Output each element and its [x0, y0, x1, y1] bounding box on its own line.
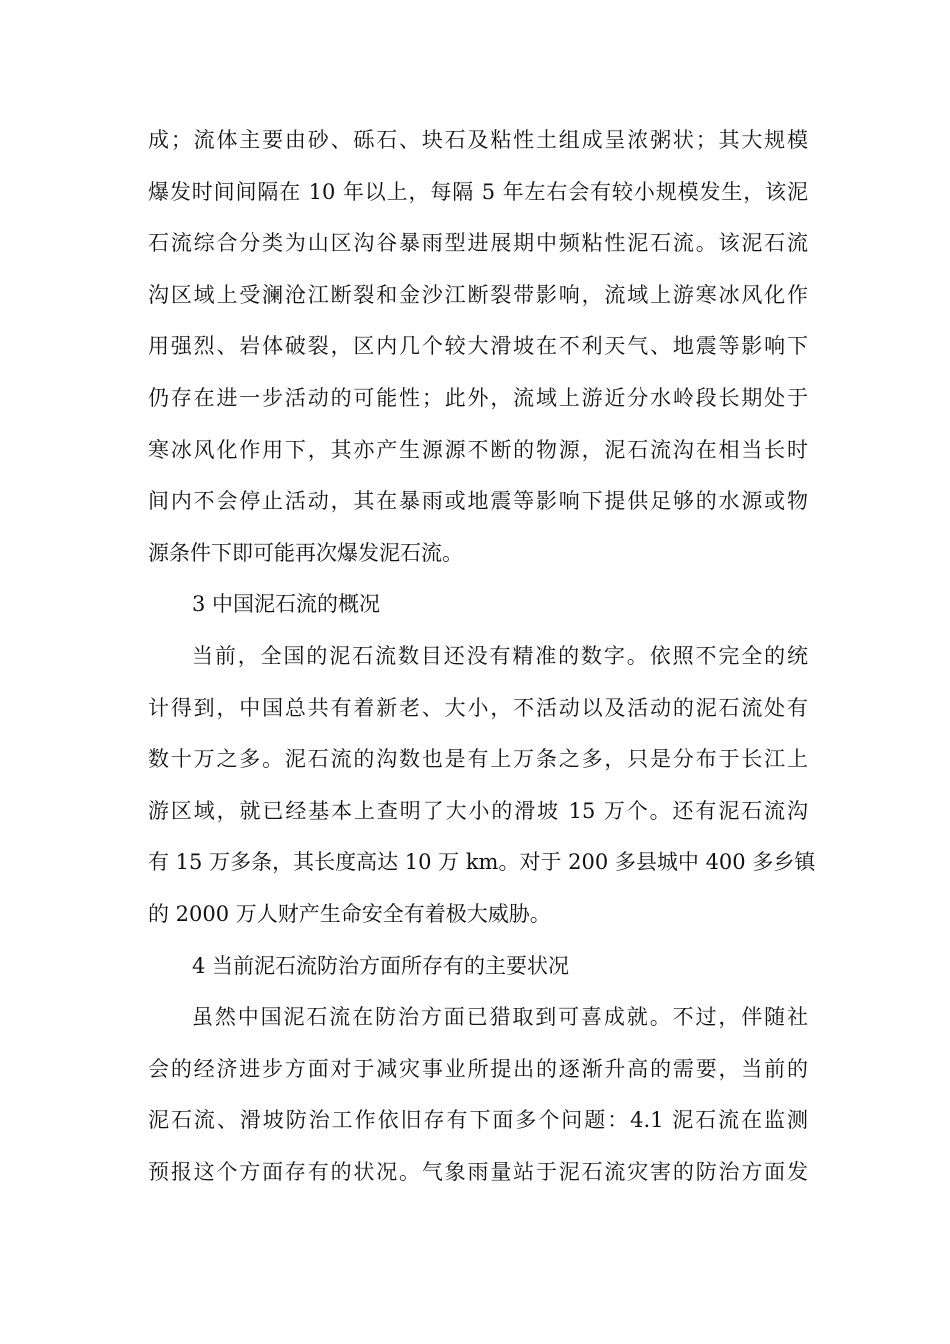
paragraph-line: 的 2000 万人财产生命安全有着极大威胁。 [148, 901, 551, 926]
paragraph-line: 当前，全国的泥石流数目还没有精准的数字。依照不完全的统 [192, 643, 808, 668]
document-body [148, 115, 816, 1198]
section-heading: 3 中国泥石流的概况 [192, 592, 381, 617]
paragraph-line: 有 15 万多条，其长度高达 10 万 km。对于 200 多县城中 400 多乡镇 [148, 850, 816, 875]
paragraph-line: 会的经济进步方面对于减灾事业所提出的逐渐升高的需要，当前的 [148, 1056, 808, 1081]
paragraph-line: 间内不会停止活动，其在暴雨或地震等影响下提供足够的水源或物 [148, 489, 808, 514]
paragraph-line: 游区域，就已经基本上查明了大小的滑坡 15 万个。还有泥石流沟 [148, 798, 808, 823]
paragraph-line: 成；流体主要由砂、砾石、块石及粘性土组成呈浓粥状；其大规模 [148, 128, 808, 152]
paragraph-line: 源条件下即可能再次爆发泥石流。 [148, 540, 463, 565]
paragraph-line: 数十万之多。泥石流的沟数也是有上万条之多，只是分布于长江上 [148, 747, 808, 772]
paragraph-line: 虽然中国泥石流在防治方面已猎取到可喜成就。不过，伴随社 [192, 1005, 808, 1030]
paragraph-line: 石流综合分类为山区沟谷暴雨型进展期中频粘性泥石流。该泥石流 [148, 231, 808, 256]
paragraph-line: 爆发时间间隔在 10 年以上，每隔 5 年左右会有较小规模发生，该泥 [148, 179, 808, 204]
paragraph-line: 用强烈、岩体破裂，区内几个较大滑坡在不利天气、地震等影响下 [148, 334, 808, 359]
paragraph-line: 沟区域上受澜沧江断裂和金沙江断裂带影响，流域上游寒冰风化作 [148, 282, 808, 307]
paragraph-line: 泥石流、滑坡防治工作依旧存有下面多个问题：4.1 泥石流在监测 [148, 1108, 808, 1133]
paragraph-line: 计得到，中国总共有着新老、大小，不活动以及活动的泥石流处有 [148, 695, 808, 720]
paragraph-line: 仍存在进一步活动的可能性；此外，流域上游近分水岭段长期处于 [148, 385, 808, 410]
paragraph-line: 预报这个方面存有的状况。气象雨量站于泥石流灾害的防治方面发 [148, 1159, 808, 1184]
paragraph-line: 寒冰风化作用下，其亦产生源源不断的物源，泥石流沟在相当长时 [148, 437, 808, 462]
section-heading: 4 当前泥石流防治方面所存有的主要状况 [192, 953, 570, 978]
